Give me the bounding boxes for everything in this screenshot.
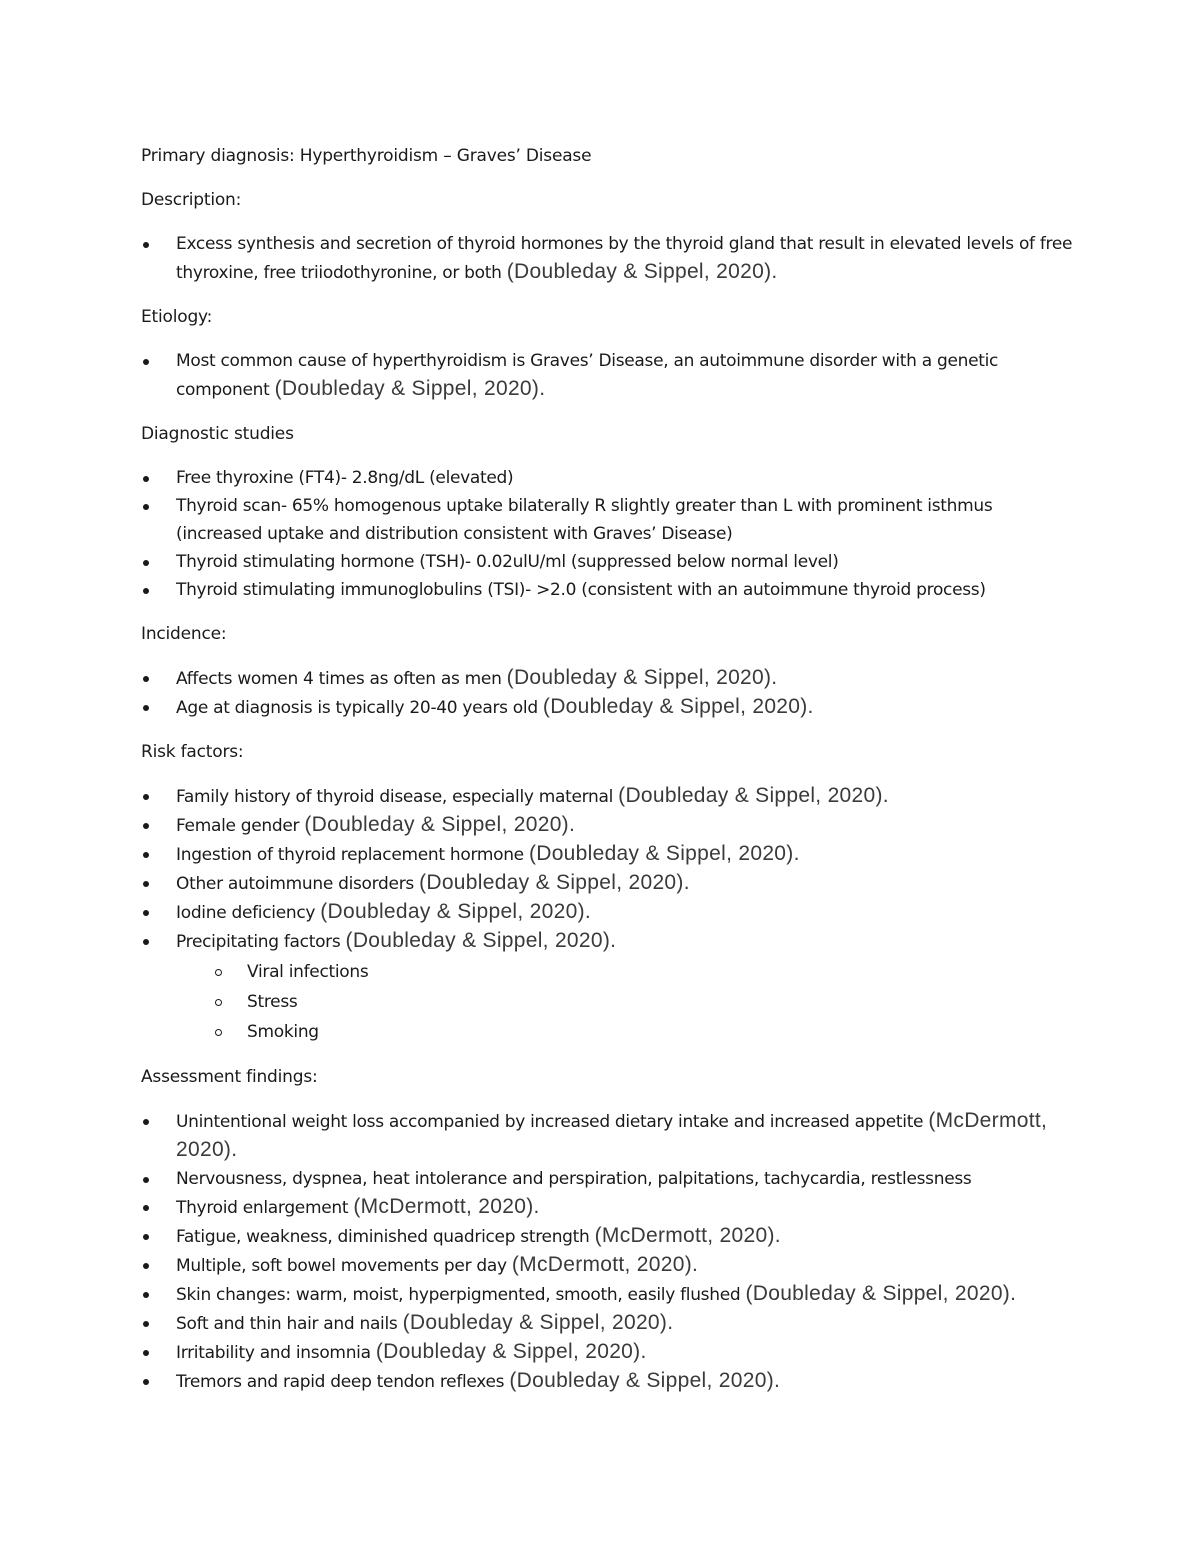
bullet-icon (143, 910, 149, 916)
list-item (141, 347, 1081, 404)
bullet-icon (143, 852, 149, 858)
item-text: Age at diagnosis is typically 20-40 years old (176, 698, 543, 718)
description-list (141, 230, 1081, 287)
citation: (Doubleday & Sippel, 2020). (375, 1340, 647, 1363)
list-item (141, 927, 1081, 1047)
diagnostic-list (141, 464, 1081, 604)
list-item (141, 492, 1081, 548)
bullet-icon (143, 1263, 149, 1269)
bullet-icon (143, 560, 149, 566)
bullet-icon (143, 1205, 149, 1211)
bullet-icon (143, 1321, 149, 1327)
bullet-icon (143, 242, 149, 248)
list-item (141, 811, 1081, 840)
item-text: Family history of thyroid disease, especially maternal (176, 787, 619, 807)
item-text: Thyroid scan- 65% homogenous uptake bilaterally R slightly greater than L with prominent isthmus (increased uptake and distribution consistent with Graves’ Disease) (176, 496, 993, 544)
item-text: Free thyroxine (FT4)- 2.8ng/dL (elevated) (176, 468, 514, 488)
assessment-heading: Assessment findings: (141, 1067, 318, 1087)
item-text: Skin changes: warm, moist, hyperpigmented, smooth, easily flushed (176, 1285, 746, 1305)
circle-bullet-icon (215, 969, 222, 976)
citation: (Doubleday & Sippel, 2020). (506, 260, 778, 283)
item-text: Most common cause of hyperthyroidism is Graves’ Disease, an autoimmune disorder with a genetic component (176, 351, 999, 400)
citation: (Doubleday & Sippel, 2020). (274, 377, 546, 400)
sub-item-text: Stress (247, 992, 298, 1012)
citation: (Doubleday & Sippel, 2020). (509, 1369, 781, 1392)
risk-factors-list (141, 782, 1081, 1047)
item-text: Excess synthesis and secretion of thyroid hormones by the thyroid gland that result in elevated levels of free thyroxine, free triiodothyronine, or both (176, 234, 1073, 283)
list-item (141, 1338, 1081, 1367)
item-text: Tremors and rapid deep tendon reflexes (176, 1372, 510, 1392)
bullet-icon (143, 1177, 149, 1183)
bullet-icon (143, 881, 149, 887)
item-text: Ingestion of thyroid replacement hormone (176, 845, 529, 865)
list-item (141, 1107, 1081, 1165)
list-item (141, 898, 1081, 927)
list-item (141, 1280, 1081, 1309)
primary-diagnosis: Primary diagnosis: Hyperthyroidism – Graves’ Disease (141, 146, 592, 166)
bullet-icon (143, 1379, 149, 1385)
list-item (141, 464, 1081, 492)
list-item (141, 840, 1081, 869)
item-text: Multiple, soft bowel movements per day (176, 1256, 512, 1276)
incidence-heading: Incidence: (141, 624, 227, 644)
item-text: Soft and thin hair and nails (176, 1314, 403, 1334)
list-item (141, 1222, 1081, 1251)
bullet-icon (143, 794, 149, 800)
list-item (141, 782, 1081, 811)
list-item (141, 1165, 1081, 1193)
citation: (McDermott, 2020). (594, 1224, 781, 1247)
item-text: Fatigue, weakness, diminished quadricep strength (176, 1227, 595, 1247)
item-text: Nervousness, dyspnea, heat intolerance and perspiration, palpitations, tachycardia, restlessness (176, 1169, 972, 1189)
document-body (141, 142, 1081, 1412)
sub-item-text: Viral infections (247, 962, 369, 982)
citation: (Doubleday & Sippel, 2020). (745, 1282, 1017, 1305)
list-item (141, 548, 1081, 576)
citation: (Doubleday & Sippel, 2020). (402, 1311, 674, 1334)
item-text: Affects women 4 times as often as men (176, 669, 507, 689)
bullet-icon (143, 1292, 149, 1298)
item-text: Iodine deficiency (176, 903, 321, 923)
citation: (Doubleday & Sippel, 2020). (345, 929, 617, 952)
item-text: Irritability and insomnia (176, 1343, 376, 1363)
list-item (141, 869, 1081, 898)
incidence-list (141, 664, 1081, 722)
list-item (141, 1309, 1081, 1338)
circle-bullet-icon (215, 999, 222, 1006)
sub-list (176, 957, 1081, 1047)
sub-list-item (176, 987, 1081, 1017)
item-text: Thyroid stimulating hormone (TSH)- 0.02ulU/ml (suppressed below normal level) (176, 552, 839, 572)
bullet-icon (143, 504, 149, 510)
list-item (141, 1367, 1081, 1396)
circle-bullet-icon (215, 1029, 222, 1036)
citation: (McDermott, 2020). (511, 1253, 699, 1276)
etiology-list (141, 347, 1081, 404)
citation: (Doubleday & Sippel, 2020). (304, 813, 576, 836)
list-item (141, 693, 1081, 722)
list-item (141, 1193, 1081, 1222)
bullet-icon (143, 676, 149, 682)
item-text: Unintentional weight loss accompanied by increased dietary intake and increased appetite (176, 1112, 929, 1132)
bullet-icon (143, 705, 149, 711)
bullet-icon (143, 476, 149, 482)
etiology-heading: Etiology: (141, 307, 213, 327)
item-text: Female gender (176, 816, 305, 836)
citation: (McDermott, 2020). (176, 1109, 1048, 1161)
sub-item-text: Smoking (247, 1022, 319, 1042)
list-item (141, 230, 1081, 287)
assessment-list (141, 1107, 1081, 1396)
description-heading: Description: (141, 190, 242, 210)
list-item (141, 1251, 1081, 1280)
citation: (Doubleday & Sippel, 2020). (528, 842, 800, 865)
item-text: Precipitating factors (176, 932, 346, 952)
sub-list-item (176, 957, 1081, 987)
item-text: Thyroid enlargement (176, 1198, 354, 1218)
citation: (Doubleday & Sippel, 2020). (320, 900, 592, 923)
bullet-icon (143, 939, 149, 945)
bullet-icon (143, 359, 149, 365)
bullet-icon (143, 823, 149, 829)
bullet-icon (143, 588, 149, 594)
risk-factors-heading: Risk factors: (141, 742, 244, 762)
citation: (Doubleday & Sippel, 2020). (419, 871, 690, 894)
citation: (Doubleday & Sippel, 2020). (506, 666, 778, 689)
citation: (Doubleday & Sippel, 2020). (542, 695, 814, 718)
list-item (141, 576, 1081, 604)
citation: (Doubleday & Sippel, 2020). (618, 784, 889, 807)
item-text: Other autoimmune disorders (176, 874, 420, 894)
item-text: Thyroid stimulating immunoglobulins (TSI)- >2.0 (consistent with an autoimmune thyroid process) (176, 580, 986, 600)
sub-list-item (176, 1017, 1081, 1047)
citation: (McDermott, 2020). (353, 1195, 540, 1218)
bullet-icon (143, 1234, 149, 1240)
diagnostic-heading: Diagnostic studies (141, 424, 294, 444)
list-item (141, 664, 1081, 693)
bullet-icon (143, 1119, 149, 1125)
bullet-icon (143, 1350, 149, 1356)
